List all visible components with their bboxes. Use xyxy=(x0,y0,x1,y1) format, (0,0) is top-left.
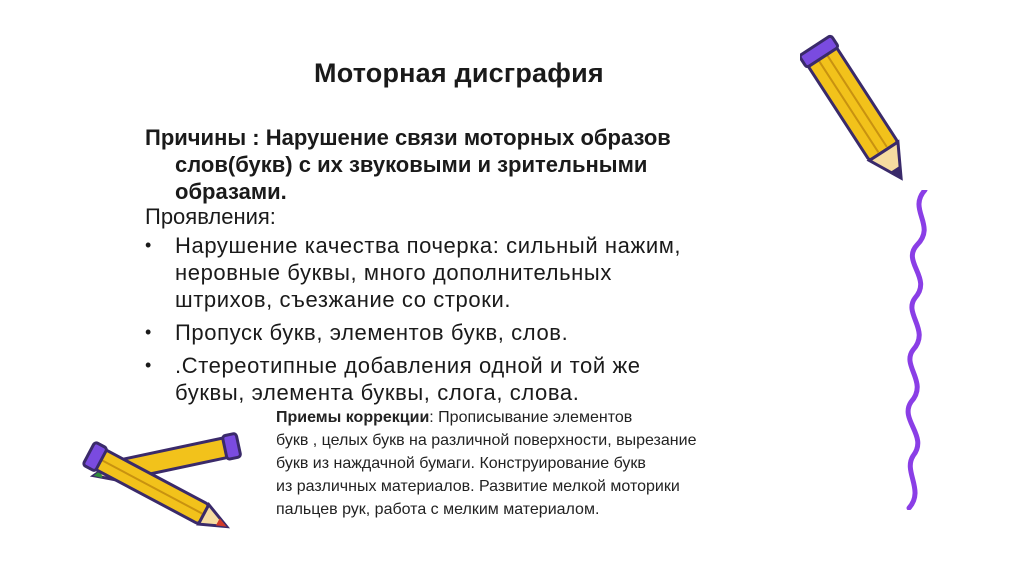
list-item-line: штрихов, съезжание со строки. xyxy=(175,287,512,312)
pencil-icon xyxy=(800,28,930,198)
list-item xyxy=(145,352,865,406)
causes-line-1: Причины : Нарушение связи моторных образов xyxy=(145,125,671,150)
causes-paragraph xyxy=(145,124,865,205)
correction-line: пальцев рук, работа с мелким материалом. xyxy=(276,501,600,518)
manifestations-list xyxy=(145,232,865,412)
slide-title: Моторная дисграфия xyxy=(314,58,604,88)
correction-paragraph xyxy=(276,406,876,521)
manifestations-heading: Проявления: xyxy=(145,204,276,229)
list-item-line: Нарушение качества почерка: сильный нажим, xyxy=(175,233,682,258)
correction-line: из различных материалов. Развитие мелкой моторики xyxy=(276,478,680,495)
correction-line-1 xyxy=(276,406,876,429)
causes-line-3: образами. xyxy=(175,179,287,204)
correction-line: букв из наждачной бумаги. Конструирование букв xyxy=(276,455,646,472)
list-item-line: .Стереотипные добавления одной и той же xyxy=(175,353,641,378)
list-item xyxy=(145,319,865,346)
bullet-marker: • xyxy=(145,322,152,342)
squiggle-line xyxy=(895,190,945,510)
list-item xyxy=(145,232,865,313)
crossed-pencils-icon xyxy=(60,430,260,540)
causes-line-2: слов(букв) с их звуковыми и зрительными xyxy=(175,152,648,177)
bullet-marker: • xyxy=(145,355,152,375)
list-item-line: Пропуск букв, элементов букв, слов. xyxy=(175,320,569,345)
list-item-line: буквы, элемента буквы, слога, слова. xyxy=(175,380,580,405)
correction-line-1-rest: : Прописывание элементов xyxy=(429,409,633,426)
bullet-marker: • xyxy=(145,235,152,255)
correction-label: Приемы коррекции xyxy=(276,409,430,426)
correction-line: букв , целых букв на различной поверхности, вырезание xyxy=(276,432,697,449)
list-item-line: неровные буквы, много дополнительных xyxy=(175,260,612,285)
